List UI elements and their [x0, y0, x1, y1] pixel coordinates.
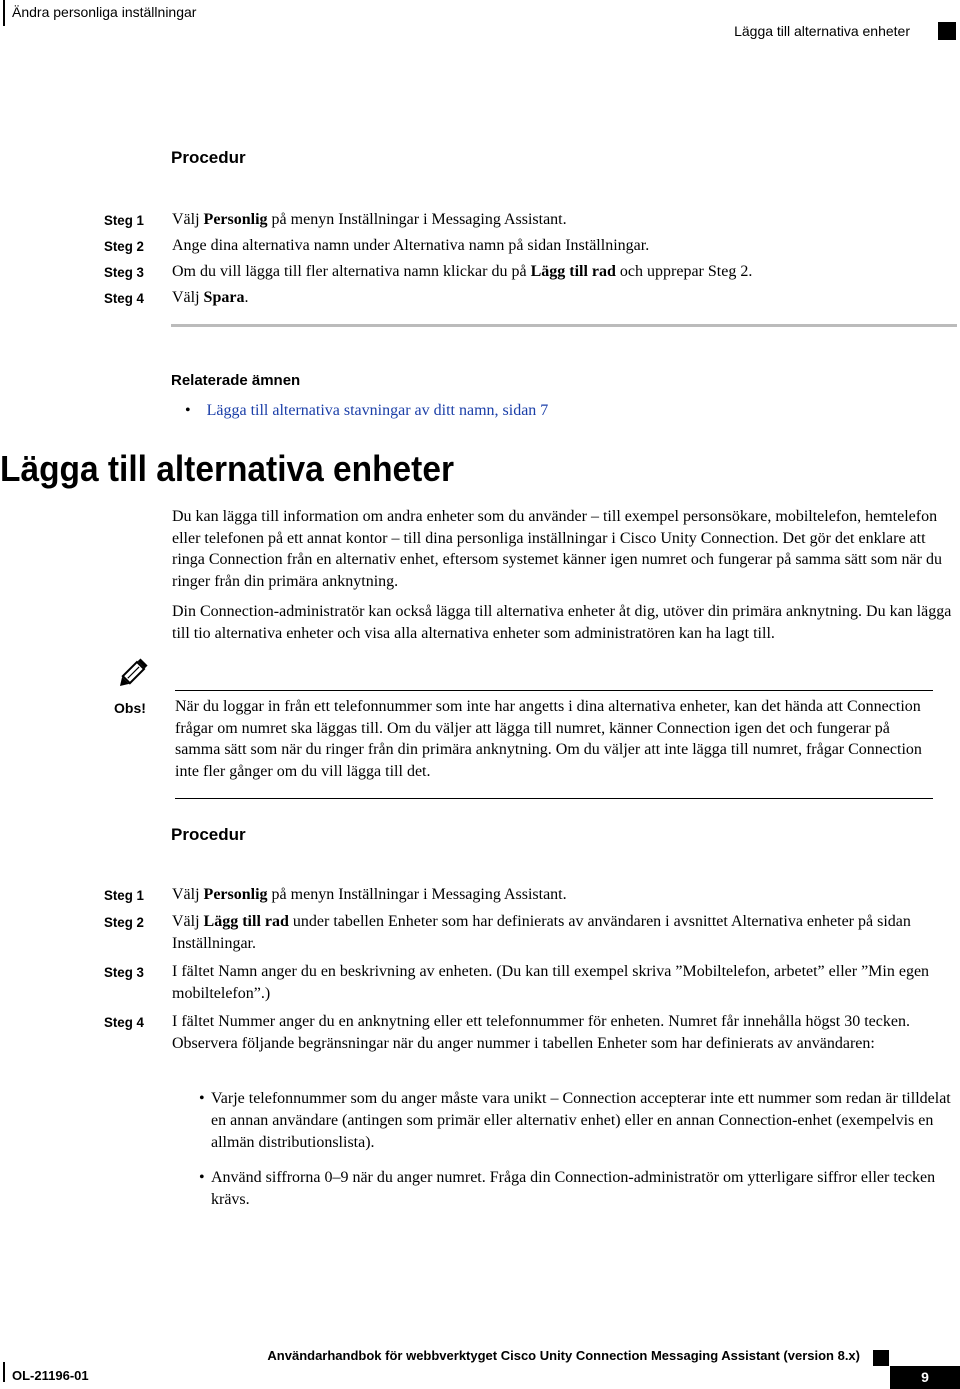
step-row: Steg 4 Välj Spara. — [104, 285, 954, 311]
note-top-rule — [175, 690, 933, 691]
note-bottom-rule — [175, 798, 933, 799]
step4-extra: Observera följande begränsningar när du anger nummer i tabellen Enheter som har definierats av användaren: — [172, 1035, 875, 1052]
procedure-end-divider — [171, 324, 957, 327]
footer-title: Användarhandbok för webbverktyget Cisco Unity Connection Messaging Assistant (version 8.x) — [267, 1348, 860, 1363]
step-row: Steg 3 Om du vill lägga till fler alternativa namn klickar du på Lägg till rad och upprepar Steg 2. — [104, 259, 954, 285]
list-item: • Varje telefonnummer som du anger måste vara unikt – Connection accepterar inte ett nummer som redan är tilldelat en annan användare (antingen som primär eller alternativ enhet) eller en annan Connection-enhet (exempelvis en allmän distributionslista). — [199, 1090, 951, 1151]
procedure-heading-1: Procedur — [171, 148, 246, 167]
list-item: • Använd siffrorna 0–9 när du anger numret. Fråga din Connection-administratör om ytterligare siffror eller tecken krävs. — [199, 1169, 936, 1208]
step-row: Steg 2 Ange dina alternativa namn under Alternativa namn på sidan Inställningar. — [104, 233, 954, 259]
footer-doc-number: OL-21196-01 — [12, 1368, 89, 1383]
step-number: Steg 4 — [104, 290, 144, 306]
step-number: Steg 2 — [104, 238, 144, 254]
step-row: Steg 4 I fältet Nummer anger du en anknytning eller ett telefonnummer för enheten. Numret får innehålla högst 30 tecken. Observera följande begränsningar när du anger nummer i tabellen Enheter som har definierats av användaren: — [104, 1011, 960, 1055]
pencil-icon — [115, 656, 149, 692]
step-row: Steg 1 Välj Personlig på menyn Inställningar i Messaging Assistant. — [104, 207, 954, 233]
procedure-heading-2: Procedur — [171, 825, 246, 844]
step-number: Steg 4 — [104, 1014, 144, 1030]
related-topics-heading: Relaterade ämnen — [171, 372, 301, 389]
related-topic-link[interactable]: Lägga till alternativa stavningar av ditt namn, sidan 7 — [206, 402, 549, 419]
page-number: 9 — [890, 1366, 960, 1389]
footer-bar — [3, 1362, 5, 1382]
related-topics-list — [185, 402, 548, 420]
header-section: Lägga till alternativa enheter — [734, 23, 910, 39]
step-row: Steg 1 Välj Personlig på menyn Inställningar i Messaging Assistant. — [104, 884, 960, 906]
step-number: Steg 3 — [104, 264, 144, 280]
restriction-bullets — [199, 1088, 959, 1221]
step-row: Steg 3 I fältet Namn anger du en beskrivning av enheten. (Du kan till exempel skriva ”Mobiltelefon, arbetet” eller ”Min egen mobiltelefon”.) — [104, 961, 960, 1005]
bullet: • — [185, 402, 191, 419]
note-text: När du loggar in från ett telefonnummer som inte har angetts i dina alternativa enheter, kan det hända att Connection frågar om numret ska läggas till. Om du väljer att lägga till numret, känner Connection igen det och fungerar på samma sätt som när du ringer från din primära anknytning. Om du väljer att inte lägga till numret, frågar Connection inte fler gånger om du vill lägga till det. — [175, 698, 922, 780]
footer-square — [873, 1350, 889, 1366]
step-number: Steg 1 — [104, 212, 144, 228]
note-label: Obs! — [114, 700, 146, 716]
step-number: Steg 2 — [104, 914, 144, 930]
admin-paragraph: Din Connection-administratör kan också lägga till alternativa enheter åt dig, utöver din primära anknytning. Du kan lägga till tio alternativa enheter och visa alla alternativa enheter som administratören kan ha lagt till. — [172, 603, 952, 642]
step-row: Steg 2 Välj Lägg till rad under tabellen Enheter som har definierats av användaren i avsnittet Alternativa enheter på sidan Inställningar. — [104, 911, 960, 955]
procedure-steps-2 — [104, 884, 960, 1055]
step-number: Steg 1 — [104, 887, 144, 903]
procedure-steps-1 — [104, 207, 954, 311]
step-number: Steg 3 — [104, 964, 144, 980]
header-chapter: Ändra personliga inställningar — [12, 4, 197, 20]
section-title: Lägga till alternativa enheter — [0, 448, 454, 489]
header-square — [938, 22, 956, 40]
header-bar — [3, 0, 5, 26]
intro-paragraph: Du kan lägga till information om andra enheter som du använder – till exempel personsökare, mobiltelefon, hemtelefon eller telefonen på ett annat kontor – till dina personliga inställningar i Cisco Unity Connection. Det gör det enklare att ringa Connection från en alternativ enhet, eftersom systemet känner igen numret och fungerar på samma sätt som när du ringer från din primära anknytning. — [172, 508, 942, 590]
